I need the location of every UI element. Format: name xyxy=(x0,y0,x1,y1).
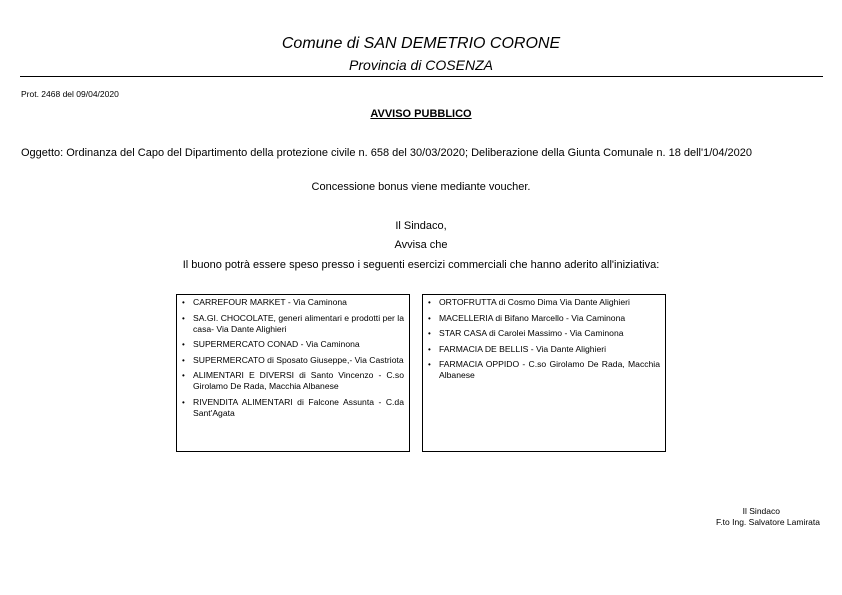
signature-role: Il Sindaco xyxy=(742,506,780,516)
bullet-icon: • xyxy=(428,344,431,354)
shop-list-item xyxy=(427,313,660,324)
shop-name: STAR CASA di Carolei Massimo - Via Caminona xyxy=(439,328,624,338)
voucher-text: Il buono potrà essere speso presso i seguenti esercizi commerciali che hanno aderito all'iniziativa: xyxy=(182,259,660,271)
shop-list-item xyxy=(427,297,660,308)
shop-list-item xyxy=(427,344,660,355)
shop-name: CARREFOUR MARKET - Via Caminona xyxy=(193,297,347,307)
shop-name: ORTOFRUTTA di Cosmo Dima Via Dante Alighieri xyxy=(439,297,630,307)
shop-list-item xyxy=(427,328,660,339)
shop-list-item xyxy=(181,370,404,392)
shop-list-item xyxy=(181,313,404,335)
shop-name: MACELLERIA di Bifano Marcello - Via Caminona xyxy=(439,312,626,323)
bullet-icon: • xyxy=(182,397,185,407)
municipality-title: Comune di SAN DEMETRIO CORONE xyxy=(281,35,561,52)
shop-name: SUPERMERCATO di Sposato Giuseppe,- Via Castriota xyxy=(193,354,404,365)
shops-right-list xyxy=(427,297,660,381)
shops-left-list xyxy=(181,297,404,419)
shop-name: RIVENDITA ALIMENTARI di Falcone Assunta - C.da Sant'Agata xyxy=(193,396,404,418)
mayor-intro: Il Sindaco, xyxy=(395,220,447,232)
subject-paragraph: Oggetto: Ordinanza del Capo del Dipartimento della protezione civile n. 658 del 30/03/2020; Deliberazione della Giunta Comunale n. 18 dell'1/04/2020 xyxy=(21,147,753,159)
bullet-icon: • xyxy=(182,313,185,323)
bullet-icon: • xyxy=(428,360,431,369)
shop-list-item xyxy=(181,297,404,308)
shops-list-left xyxy=(176,294,410,452)
shop-name: SUPERMERCATO CONAD - Via Caminona xyxy=(193,339,360,349)
bullet-icon: • xyxy=(182,340,185,349)
shop-name: FARMACIA OPPIDO - C.so Girolamo De Rada, Macchia Albanese xyxy=(439,359,660,380)
bullet-icon: • xyxy=(182,371,185,380)
notice-title: AVVISO PUBBLICO xyxy=(370,108,472,120)
bullet-icon: • xyxy=(182,298,185,307)
shop-list-item xyxy=(181,397,404,419)
signature-name: F.to Ing. Salvatore Lamirata xyxy=(716,517,820,527)
signature-block xyxy=(716,506,820,528)
protocol-number: Prot. 2468 del 09/04/2020 xyxy=(21,89,119,99)
shop-list-item xyxy=(427,359,660,381)
shop-list-item xyxy=(181,339,404,350)
header-divider xyxy=(20,76,823,77)
announces-text: Avvisa che xyxy=(394,239,448,251)
shops-list-right xyxy=(422,294,666,452)
province-subtitle: Provincia di COSENZA xyxy=(349,57,493,73)
bullet-icon: • xyxy=(428,313,431,323)
bullet-icon: • xyxy=(182,355,185,365)
shop-name: SA.GI. CHOCOLATE, generi alimentari e prodotti per la casa- Via Dante Alighieri xyxy=(193,312,404,334)
concession-text: Concessione bonus viene mediante voucher. xyxy=(311,181,531,193)
bullet-icon: • xyxy=(428,329,431,338)
shop-name: FARMACIA DE BELLIS - Via Dante Alighieri xyxy=(439,343,607,354)
bullet-icon: • xyxy=(428,298,431,307)
shop-name: ALIMENTARI E DIVERSI di Santo Vincenzo - C.so Girolamo De Rada, Macchia Albanese xyxy=(193,370,404,391)
shop-list-item xyxy=(181,355,404,366)
